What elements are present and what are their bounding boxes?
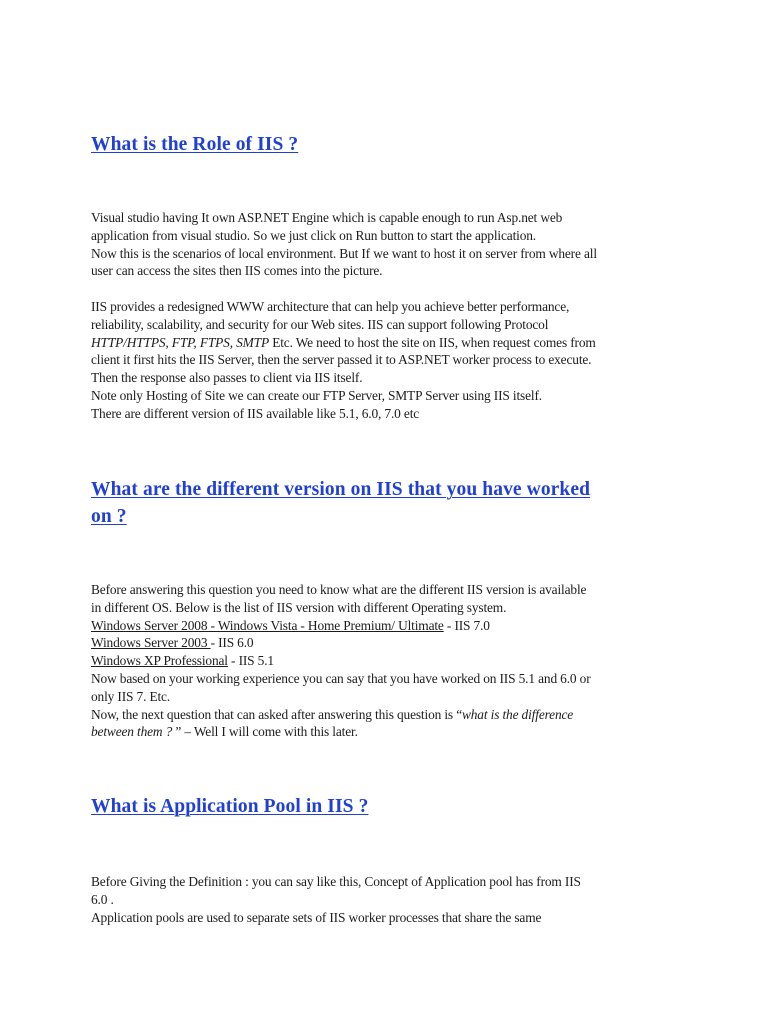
text-line [91,706,691,724]
text-line: Now this is the scenarios of local environment. But If we want to host it on server from where all [91,245,597,261]
os-version-row [91,617,691,635]
heading-line: on ? [91,506,127,527]
italic-question: between them ? [91,724,176,740]
text-line: Now based on your working experience you can say that you have worked on IIS 5.1 and 6.0 or [91,670,591,686]
text-line: application from visual studio. So we just click on Run button to start the application. [91,227,536,243]
paragraph-application-pool [91,873,691,926]
os-version-label: - IIS 7.0 [443,617,490,633]
text-line [91,723,691,741]
heading-role-of-iis[interactable]: What is the Role of IIS ? [91,134,299,155]
italic-question: what is the difference [461,706,574,722]
paragraph-iis-architecture [91,298,691,423]
text-line [91,334,691,352]
os-version-row [91,652,691,670]
os-version-label: - IIS 5.1 [227,653,274,669]
paragraph-role-intro [91,209,691,280]
heading-iis-versions[interactable] [91,476,711,530]
text-line: Visual studio having It own ASP.NET Engine which is capable enough to run Asp.net web [91,210,563,225]
heading-line: What are the different version on IIS that you have worked [91,479,591,500]
text-line: IIS provides a redesigned WWW architecture that can help you achieve better performance, [91,299,570,314]
text-fragment: ” – Well I will come with this later. [175,724,358,740]
text-line: in different OS. Below is the list of IIS version with different Operating system. [91,599,507,615]
text-line: Before Giving the Definition : you can say like this, Concept of Application pool has from IIS [91,874,581,889]
text-line: Application pools are used to separate sets of IIS worker processes that share the same [91,909,542,925]
text-line: Before answering this question you need to know what are the different IIS version is available [91,582,587,597]
os-version-row [91,634,691,652]
os-link-windows-server-2003[interactable]: Windows Server 2003 [91,635,211,651]
text-line: only IIS 7. Etc. [91,688,171,704]
text-line: There are different version of IIS available like 5.1, 6.0, 7.0 etc [91,405,420,421]
text-line: client it first hits the IIS Server, then the server passed it to ASP.NET worker process to execute. [91,352,592,368]
text-line: user can access the sites then IIS comes into the picture. [91,263,383,279]
os-version-label: - IIS 6.0 [210,635,254,651]
text-fragment: Now, the next question that can asked after answering this question is “ [91,706,462,722]
paragraph-iis-versions [91,581,691,741]
text-line: Then the response also passes to client via IIS itself. [91,370,363,386]
text-line: 6.0 . [91,891,114,907]
text-line: reliability, scalability, and security for our Web sites. IIS can support following Protocol [91,316,549,332]
os-link-windows-xp[interactable]: Windows XP Professional [91,653,228,669]
text-line: Note only Hosting of Site we can create our FTP Server, SMTP Server using IIS itself. [91,387,542,403]
text-fragment: Etc. We need to host the site on IIS, when request comes from [269,334,596,350]
os-link-windows-server-2008[interactable]: Windows Server 2008 - Windows Vista - Home Premium/ Ultimate [91,617,444,633]
protocol-list: HTTP/HTTPS, FTP, FTPS, SMTP [91,334,269,350]
heading-application-pool[interactable]: What is Application Pool in IIS ? [91,796,369,817]
